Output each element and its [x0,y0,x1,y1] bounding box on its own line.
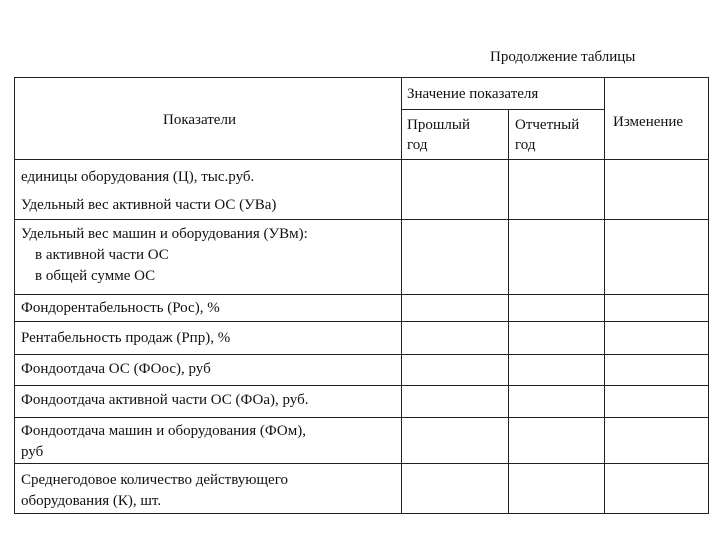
row-sublabel: в общей сумме ОС [35,268,156,284]
row-divider [401,109,604,110]
table-row [21,470,288,512]
table-row [21,167,254,188]
column-divider [401,78,402,514]
indicators-table [14,77,709,514]
header-prev-year-line1: Прошлый [407,117,470,133]
table-row [21,298,220,319]
row-label: Среднегодовое количество действующего [21,472,288,488]
table-caption: Продолжение таблицы [490,49,636,65]
header-change: Изменение [613,114,684,130]
table-row [21,359,211,380]
header-prev-year-line2: год [407,137,428,153]
row-divider [15,354,708,355]
row-label: оборудования (К), шт. [21,493,162,509]
row-divider [15,463,708,464]
header-indicators: Показатели [163,112,236,128]
header-current-year [515,115,579,155]
row-label: Фондоотдача машин и оборудования (ФОм), [21,423,306,439]
row-label: Фондоотдача ОС (ФОос), руб [21,361,211,377]
table-row [21,421,306,463]
row-divider [15,159,708,160]
row-divider [15,385,708,386]
header-current-year-line1: Отчетный [515,117,580,133]
table-row [21,328,230,349]
row-label: Рентабельность продаж (Рпр), % [21,330,231,346]
table-row [21,195,276,216]
row-label: Фондорентабельность (Рос), % [21,300,220,316]
column-divider [508,109,509,514]
header-current-year-line2: год [515,137,536,153]
header-value-group: Значение показателя [407,86,539,102]
row-divider [15,294,708,295]
row-divider [15,219,708,220]
row-divider [15,417,708,418]
row-divider [15,321,708,322]
row-label: единицы оборудования (Ц), тыс.руб. [21,169,255,185]
row-label: Удельный вес машин и оборудования (УВм): [21,226,308,242]
row-label: Удельный вес активной части ОС (УВа) [21,197,277,213]
table-row [21,390,309,411]
table-row [21,224,308,287]
header-prev-year [407,115,470,155]
row-sublabel: в активной части ОС [35,247,169,263]
row-label: руб [21,444,44,460]
row-label: Фондоотдача активной части ОС (ФОа), руб. [21,392,309,408]
column-divider [604,78,605,514]
